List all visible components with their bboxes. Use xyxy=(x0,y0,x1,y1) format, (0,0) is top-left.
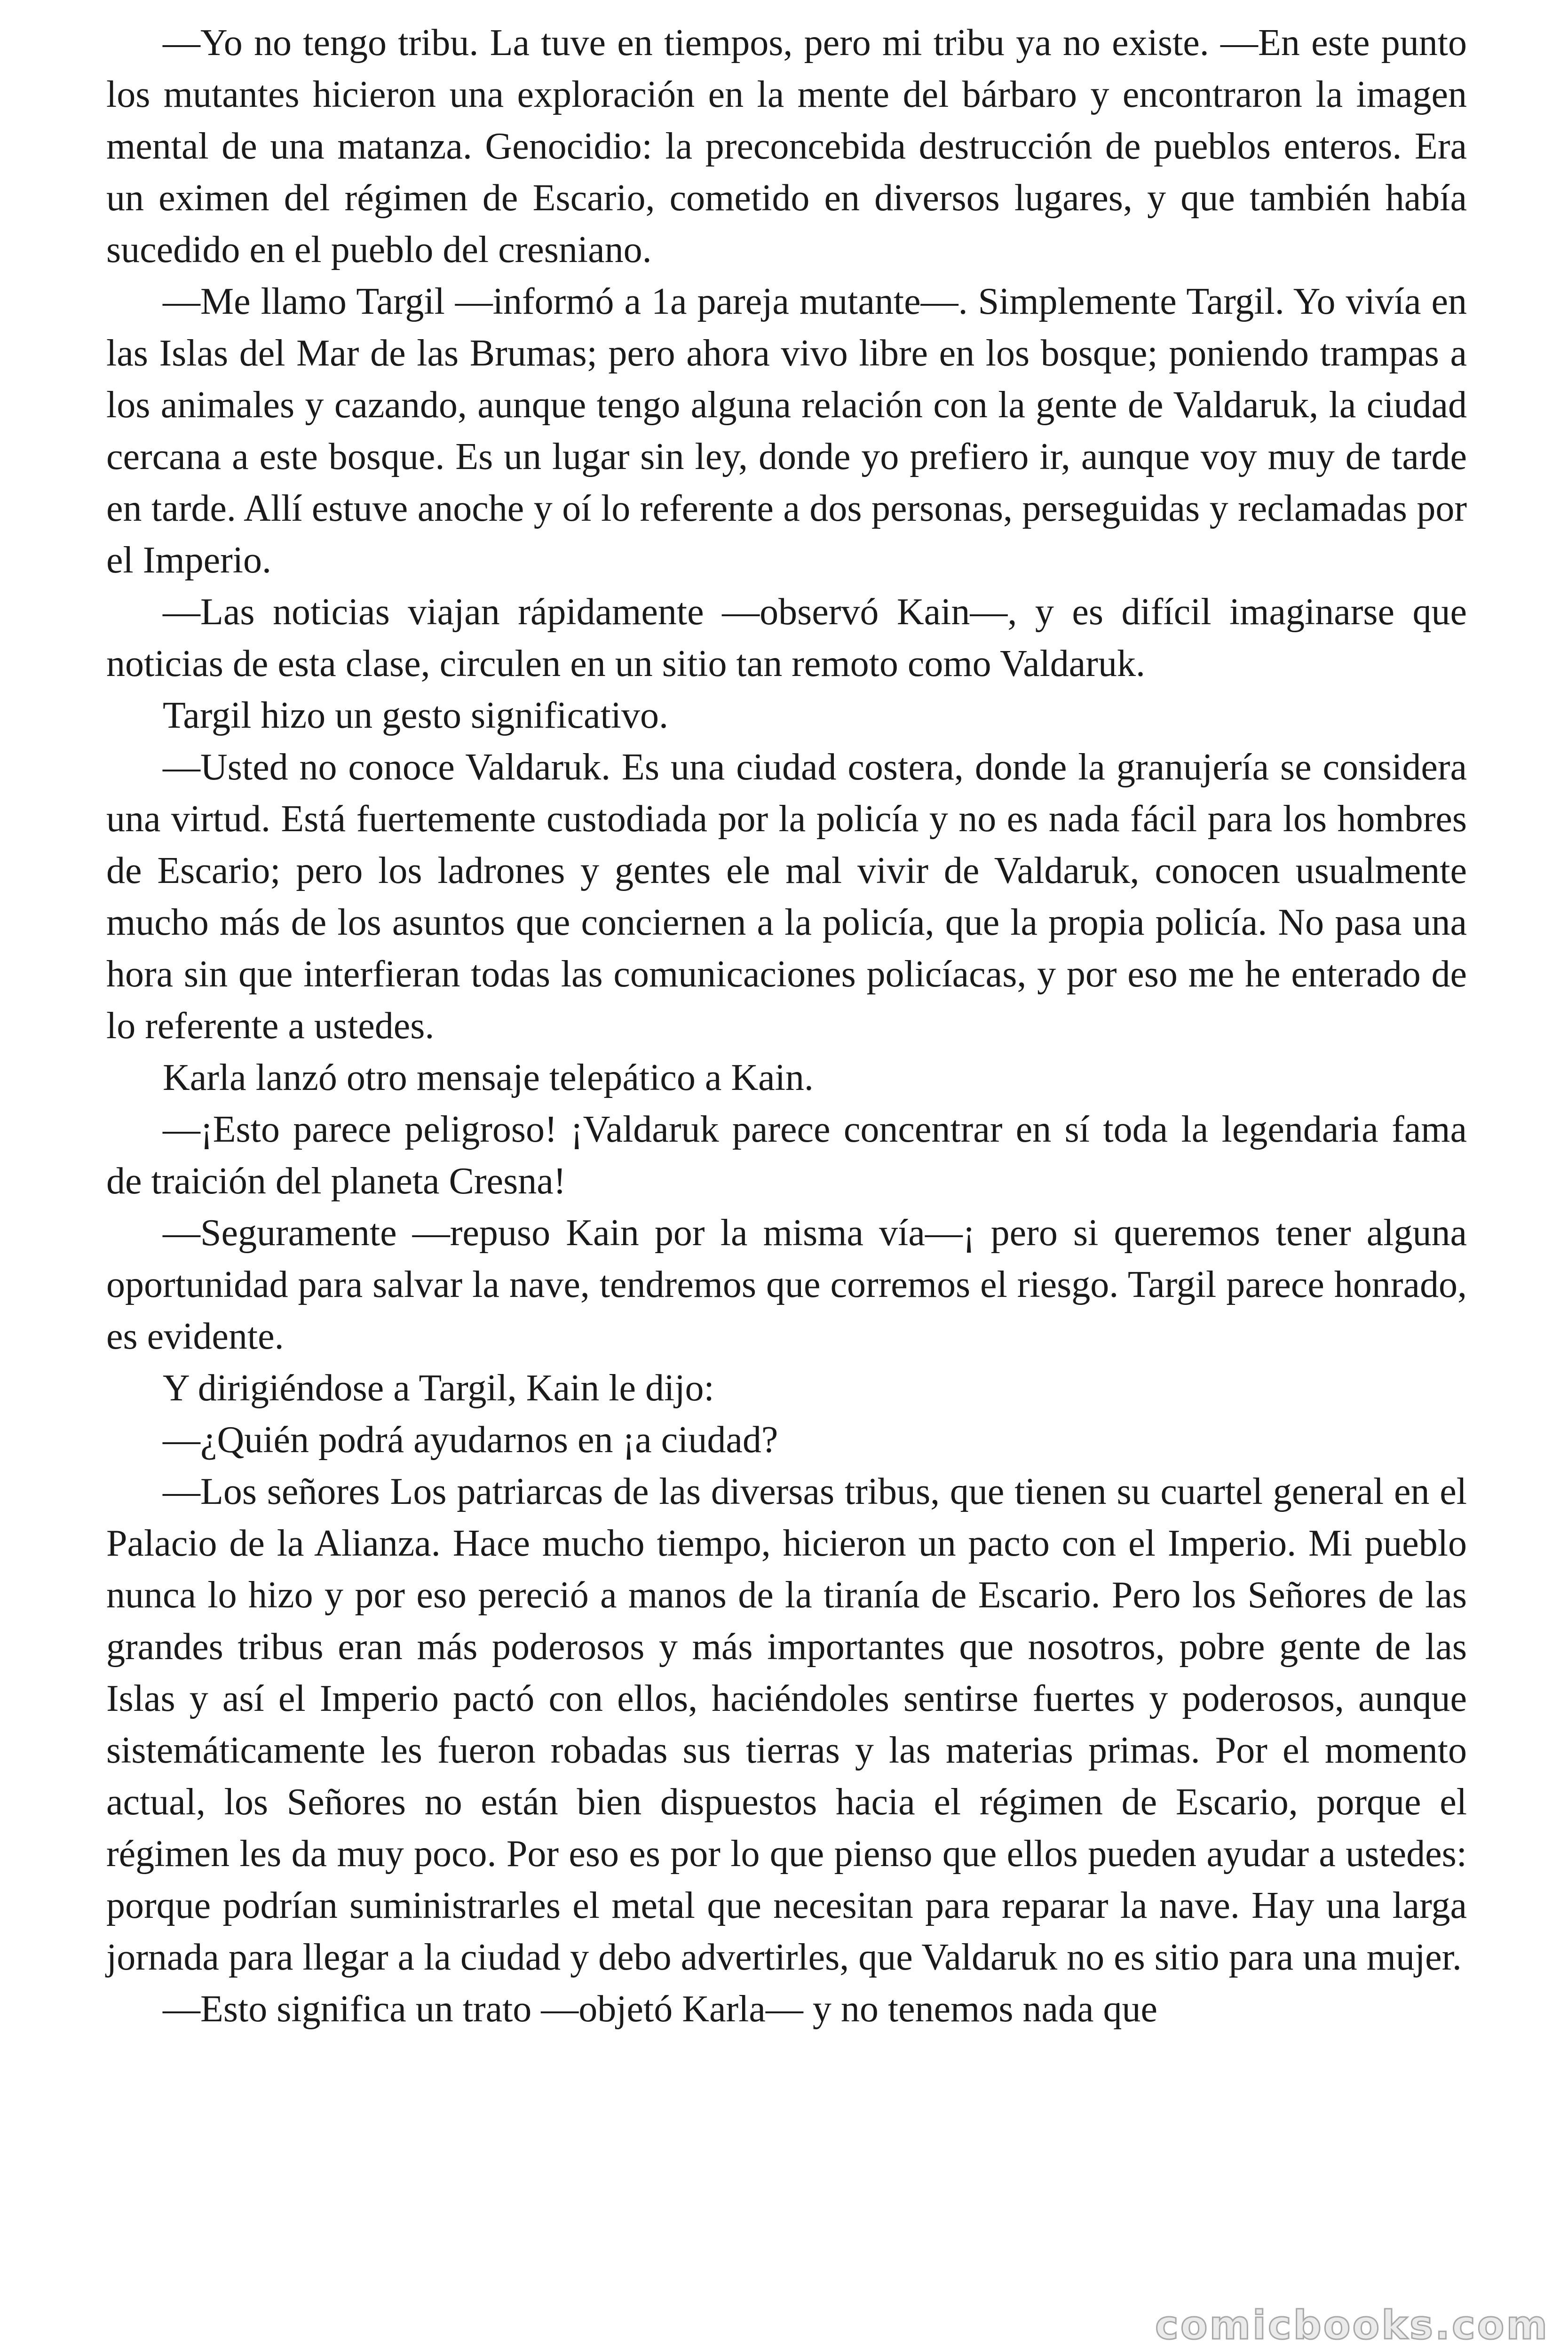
paragraph: —Seguramente —repuso Kain por la misma vía—¡ pero si queremos tener alguna oportunidad para salvar la nave, tendremos que corremos el riesgo. Targil parece honrado, es evidente. xyxy=(106,1212,1467,1357)
watermark: comicbooks.com xyxy=(1155,2302,1549,2348)
paragraph: Y dirigiéndose a Targil, Kain le dijo: xyxy=(163,1367,714,1409)
paragraph: —Me llamo Targil —informó a 1a pareja mutante—. Simplemente Targil. Yo vivía en las Islas del Mar de las Brumas; pero ahora vivo libre en los bosque; poniendo trampas a los animales y cazando, aunque tengo alguna relación con la gente de Valdaruk, la ciudad cercana a este bosque. Es un lugar sin ley, donde yo prefiero ir, aunque voy muy de tarde en tarde. Allí estuve anoche y oí lo referente a dos personas, perseguidas y reclamadas por el Imperio. xyxy=(106,281,1467,581)
paragraph: —¡Esto parece peligroso! ¡Valdaruk parece concentrar en sí toda la legendaria fama de traición del planeta Cresna! xyxy=(106,1109,1467,1202)
paragraph: —Las noticias viajan rápidamente —observó Kain—, y es difícil imaginarse que noticias de esta clase, circulen en un sitio tan remoto como Valdaruk. xyxy=(106,591,1467,684)
paragraph: —¿Quién podrá ayudarnos en ¡a ciudad? xyxy=(163,1419,778,1461)
paragraph: —Esto significa un trato —objetó Karla— y no tenemos nada que xyxy=(163,1988,1158,2030)
paragraph: Targil hizo un gesto significativo. xyxy=(163,695,668,736)
paragraph: Karla lanzó otro mensaje telepático a Kain. xyxy=(163,1057,814,1098)
paragraph: —Usted no conoce Valdaruk. Es una ciudad costera, donde la granujería se considera una virtud. Está fuertemente custodiada por la policía y no es nada fácil para los hombres de Escario; pero los ladrones y gentes ele mal vivir de Valdaruk, conocen usualmente mucho más de los asuntos que conciernen a la policía, que la propia policía. No pasa una hora sin que interfieran todas las comunicaciones policíacas, y por eso me he enterado de lo referente a ustedes. xyxy=(106,747,1467,1047)
paragraph: —Los señores Los patriarcas de las diversas tribus, que tienen su cuartel general en el Palacio de la Alianza. Hace mucho tiempo, hicieron un pacto con el Imperio. Mi pueblo nunca lo hizo y por eso pereció a manos de la tiranía de Escario. Pero los Señores de las grandes tribus eran más poderosos y más importantes que nosotros, pobre gente de las Islas y así el Imperio pactó con ellos, haciéndoles sentirse fuertes y poderosos, aunque sistemáticamente les fueron robadas sus tierras y las materias primas. Por el momento actual, los Señores no están bien dispuestos hacia el régimen de Escario, porque el régimen les da muy poco. Por eso es por lo que pienso que ellos pueden ayudar a ustedes: porque podrían suministrarles el metal que necesitan para reparar la nave. Hay una larga jornada para llegar a la ciudad y debo advertirles, que Valdaruk no es sitio para una mujer. xyxy=(106,1471,1467,1978)
paragraph: —Yo no tengo tribu. La tuve en tiempos, pero mi tribu ya no existe. —En este punto los mutantes hicieron una exploración en la mente del bárbaro y encontraron la imagen mental de una matanza. Genocidio: la preconcebida destrucción de pueblos enteros. Era un eximen del régimen de Escario, cometido en diversos lugares, y que también había sucedido en el pueblo del cresniano. xyxy=(106,22,1467,270)
body-text xyxy=(106,17,1467,2035)
